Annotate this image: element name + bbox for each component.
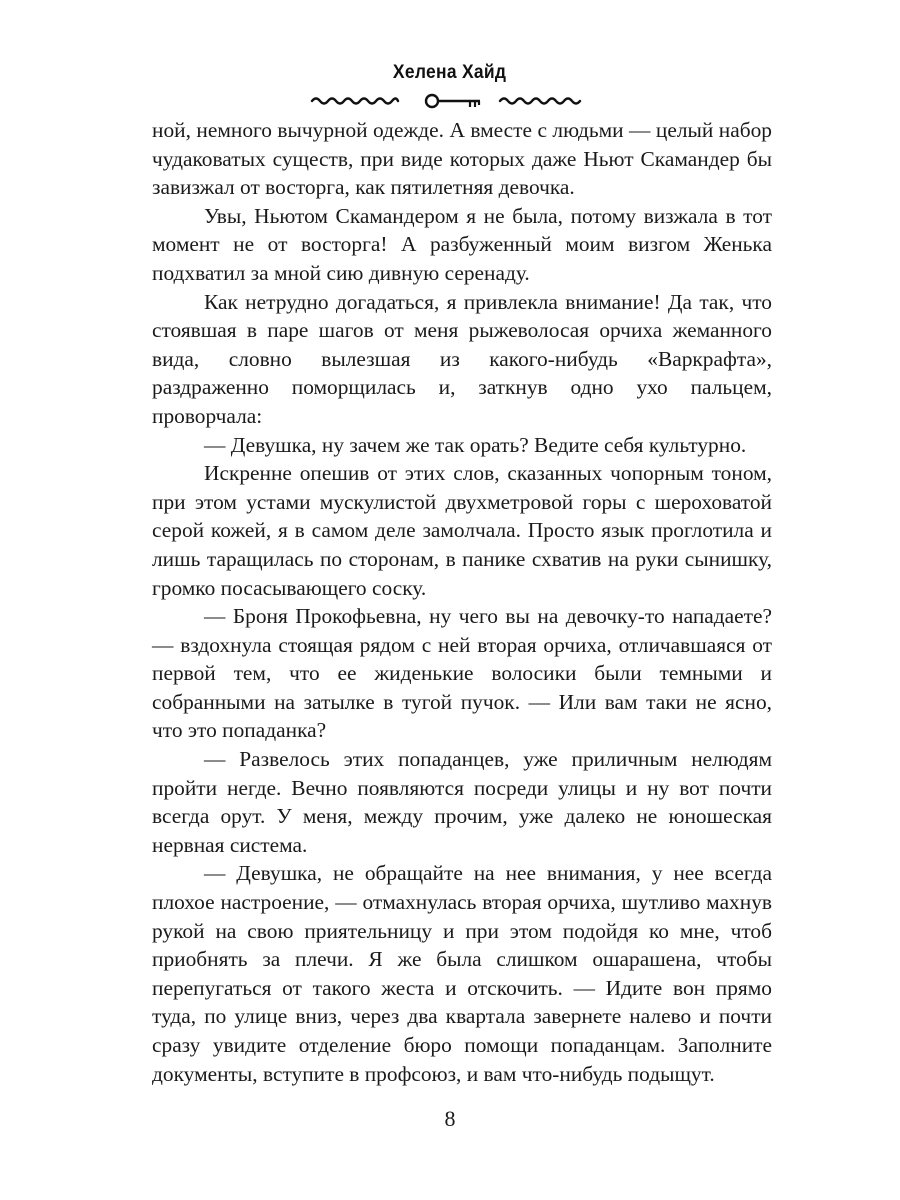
paragraph: — Девушка, не обращайте на нее внимания, у нее всегда плохое настроение, — отмахнулась вторая орчиха, шутливо махнув рукой на свою приятельницу и при этом подойдя ко мне, чтоб приобнять за плечи. Я же была слишком ошарашена, чтобы перепугаться от такого жеста и отскочить. — Идите вон прямо туда, по улице вниз, через два квартала завернете налево и почти сразу увидите отделение бюро помощи попаданцам. Заполните документы, вступите в профсоюз, и вам что-нибудь подыщут. xyxy=(152,861,772,1086)
key-ornament-icon xyxy=(310,90,590,112)
body-text xyxy=(152,116,772,1088)
paragraph: Увы, Ньютом Скамандером я не была, потому визжала в тот момент не от восторга! А разбуженный моим визгом Женька подхватил за мной сию дивную серенаду. xyxy=(152,203,772,285)
paragraph: — Девушка, ну зачем же так орать? Ведите себя культурно. xyxy=(204,432,747,457)
paragraph: Как нетрудно догадаться, я привлекла внимание! Да так, что стоявшая в паре шагов от меня рыжеволосая орчиха жеманного вида, словно вылезшая из какого-нибудь «Варкрафта», раздраженно поморщилась и, заткнув одно ухо пальцем, проворчала: xyxy=(152,289,772,428)
right-wave-ornament xyxy=(500,99,580,104)
paragraph: ной, немного вычурной одежде. А вместе с людьми — целый набор чудаковатых существ, при виде которых даже Ньют Скамандер бы завизжал от восторга, как пятилетняя девочка. xyxy=(152,118,772,200)
page-number: 8 xyxy=(444,1106,456,1131)
left-wave-ornament xyxy=(312,99,398,104)
key-ring-ornament xyxy=(426,95,438,107)
author-name: Хелена Хайд xyxy=(393,62,507,83)
paragraph: Искренне опешив от этих слов, сказанных чопорным тоном, при этом устами мускулистой двухметровой горы с шероховатой серой кожей, я в самом деле замолчала. Просто язык проглотила и лишь таращилась по сторонам, в панике схватив на руки сынишку, громко посасывающего соску. xyxy=(152,461,772,600)
paragraph: — Броня Прокофьевна, ну чего вы на девочку-то нападаете? — вздохнула стоящая рядом с ней вторая орчиха, отличавшаяся от первой тем, что ее жиденькие волосики были темными и собранными на затылке в тугой пучок. — Или вам таки не ясно, что это попаданка? xyxy=(152,604,772,743)
running-header xyxy=(0,62,900,84)
paragraph: — Развелось этих попаданцев, уже приличным нелюдям пройти негде. Вечно появляются посреди улицы и ну вот почти всегда орут. У меня, между прочим, уже далеко не юношеская нервная система. xyxy=(152,747,772,857)
